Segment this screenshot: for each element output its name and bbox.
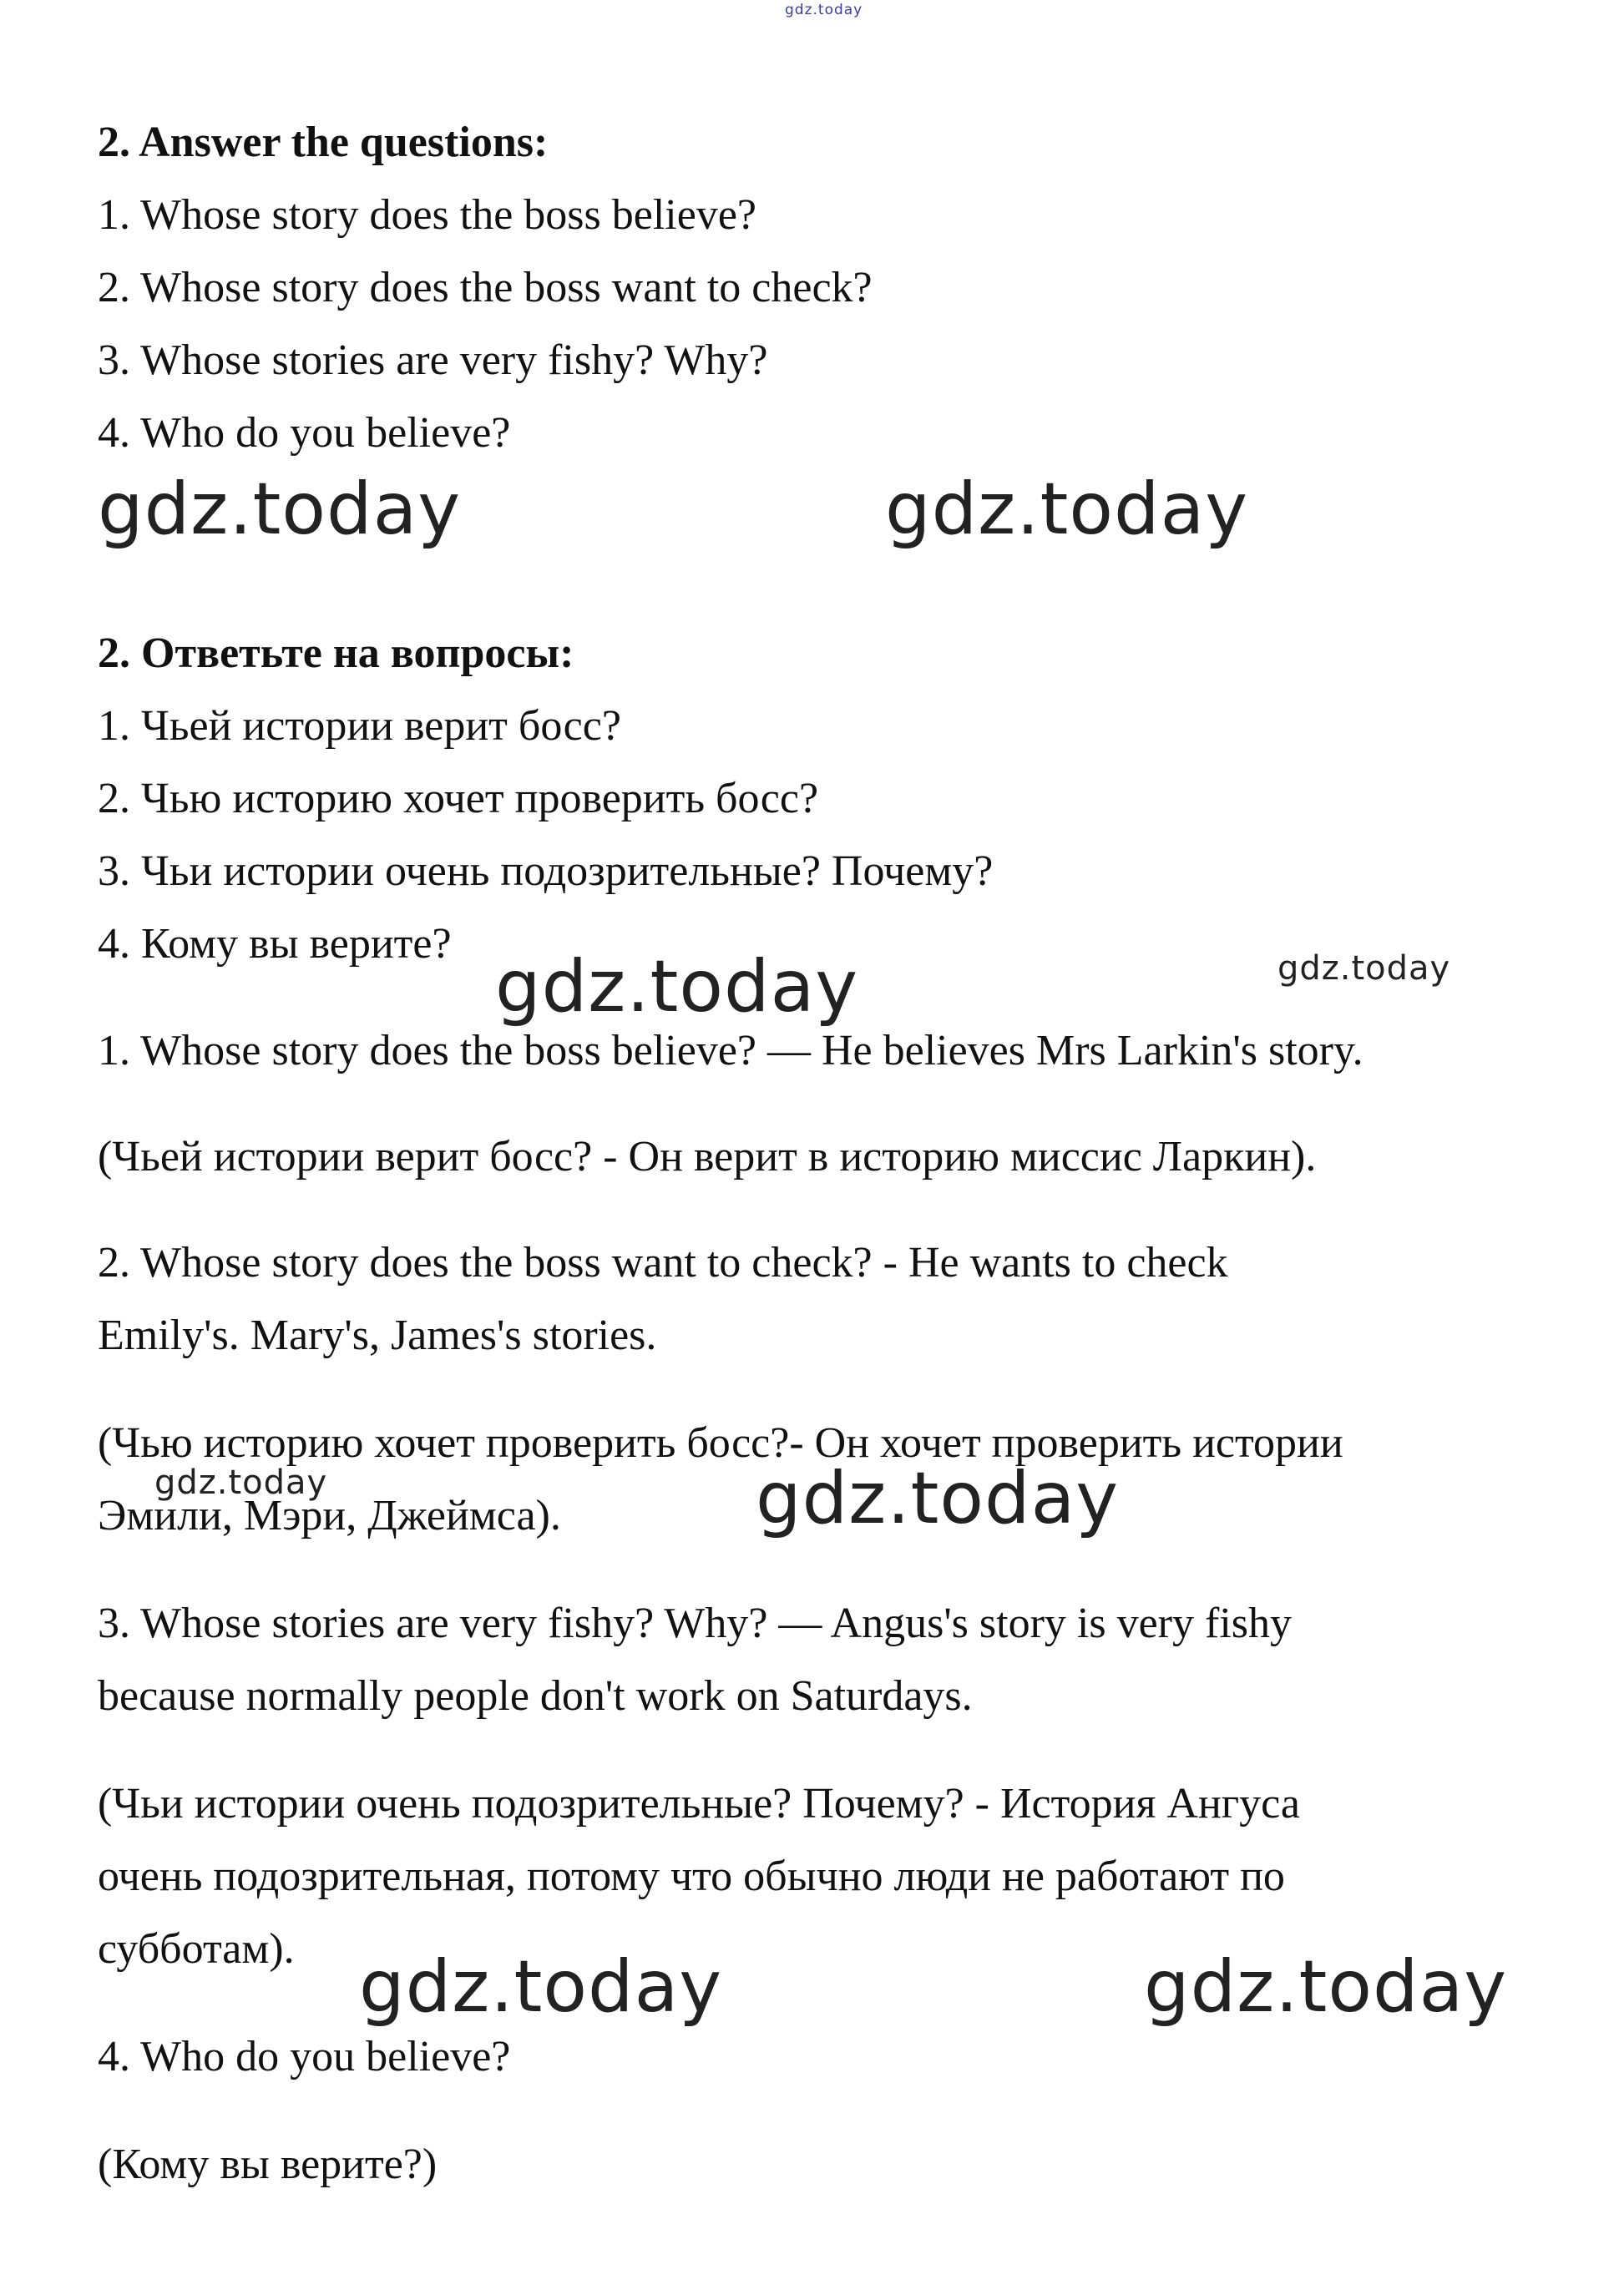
answer-1-ru: (Чьей истории верит босс? - Он верит в историю миссис Ларкин). [98, 1133, 1317, 1180]
answer-3-en-line-1: 3. Whose stories are very fishy? Why? — Angus's story is very fishy [98, 1600, 1292, 1647]
watermark: gdz.today [495, 945, 859, 1029]
answer-4-en: 4. Who do you believe? [98, 2033, 511, 2080]
watermark: gdz.today [1277, 949, 1451, 988]
watermark: gdz.today [1144, 1945, 1508, 2029]
answer-2-ru-line-2: Эмили, Мэри, Джеймса). [98, 1492, 561, 1539]
watermark: gdz.today [154, 1464, 328, 1502]
heading-english: 2. Answer the questions: [98, 119, 549, 166]
question-en-3: 3. Whose stories are very fishy? Why? [98, 336, 768, 384]
answer-2-en-line-2: Emily's. Mary's, James's stories. [98, 1312, 657, 1359]
answer-3-ru-line-2: очень подозрительная, потому что обычно люди не работают по [98, 1853, 1285, 1900]
watermark: gdz.today [359, 1945, 723, 2029]
answer-2-en-line-1: 2. Whose story does the boss want to check? - He wants to check [98, 1239, 1228, 1287]
question-ru-1: 1. Чьей истории верит босс? [98, 702, 621, 750]
heading-russian: 2. Ответьте на вопросы: [98, 629, 574, 677]
question-en-1: 1. Whose story does the boss believe? [98, 191, 756, 239]
watermark-top: gdz.today [785, 2, 863, 18]
answer-2-ru-line-1: (Чью историю хочет проверить босс?- Он хочет проверить истории [98, 1419, 1343, 1467]
watermark: gdz.today [98, 468, 462, 551]
answer-3-en-line-2: because normally people don't work on Saturdays. [98, 1672, 973, 1720]
answer-1-en: 1. Whose story does the boss believe? — He believes Mrs Larkin's story. [98, 1027, 1363, 1074]
answer-3-ru-line-3: субботам). [98, 1925, 295, 1973]
watermark: gdz.today [756, 1457, 1120, 1540]
question-en-2: 2. Whose story does the boss want to check? [98, 264, 873, 311]
question-en-4: 4. Who do you believe? [98, 409, 511, 457]
question-ru-4: 4. Кому вы верите? [98, 920, 452, 968]
question-ru-3: 3. Чьи истории очень подозрительные? Почему? [98, 847, 994, 895]
watermark: gdz.today [885, 468, 1249, 551]
answer-4-ru: (Кому вы верите?) [98, 2141, 438, 2188]
answer-3-ru-line-1: (Чьи истории очень подозрительные? Почему? - История Ангуса [98, 1780, 1300, 1828]
question-ru-2: 2. Чью историю хочет проверить босс? [98, 775, 819, 822]
